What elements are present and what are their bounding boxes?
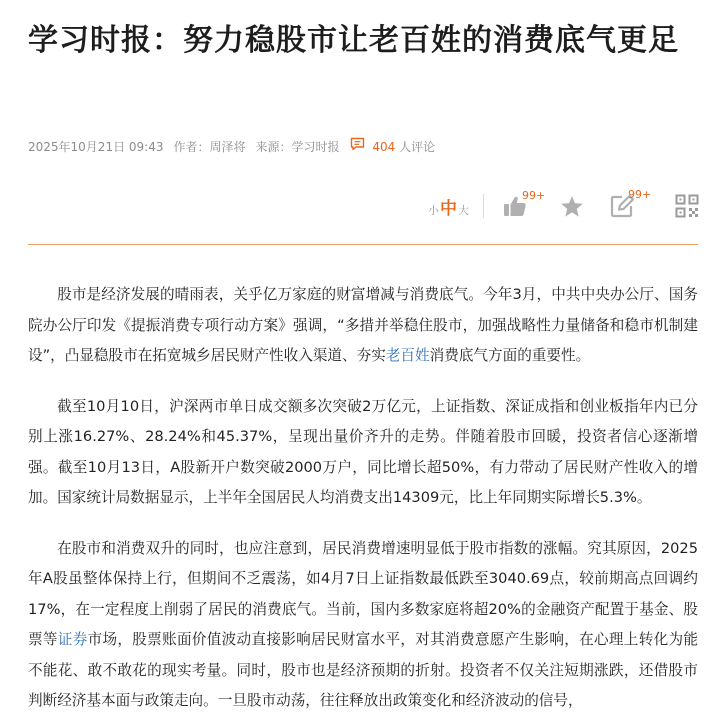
paragraph-text: 消费底气方面的重要性。: [429, 347, 591, 364]
publish-date: 2025年10月21日 09:43: [28, 140, 164, 154]
article-title: 学习时报：努力稳股市让老百姓的消费底气更足: [28, 23, 679, 58]
author-label: 作者：: [173, 140, 210, 154]
paragraph: [28, 280, 698, 372]
comment-suffix: 人评论: [399, 140, 436, 154]
comment-count: 404: [372, 140, 396, 154]
paragraph-text: 股市是经济发展的晴雨表，关乎亿万家庭的财富增减与消费底气。今年3月，中共中央办公厅、国务院办公厅印发《提振消费专项行动方案》强调，“多措并举稳住股市，加强战略性力量储备和稳市机制建设”，凸显稳股市在拓宽城乡居民财产性收入渠道、夯实: [28, 286, 698, 364]
toolbar-divider: [483, 194, 484, 218]
qrcode-icon: [675, 194, 699, 218]
like-count-badge: 99+: [522, 189, 546, 202]
source-name: 学习时报: [291, 140, 340, 154]
favorite-button[interactable]: [558, 195, 586, 218]
star-icon: [560, 195, 584, 218]
paragraph: 截至10月10日，沪深两市单日成交额多次突破2万亿元，上证指数、深证成指和创业板指年内已分别上涨16.27%、28.24%和45.37%，呈现出量价齐升的走势。伴随着股市回暖，投资者信心逐渐增强。截至10月13日，A股新开户数突破2000万户，同比增长超50%，有力带动了居民财产性收入的增加。国家统计局数据显示，上半年全国居民人均消费支出14309元，比上年同期实际增长5.3%。: [28, 397, 698, 506]
paragraph: [28, 534, 698, 717]
font-size-large[interactable]: 大: [458, 203, 469, 217]
font-size-switcher: [428, 194, 469, 219]
keyword-link-zhengquan[interactable]: 证券: [57, 631, 88, 648]
source-label: 来源：: [255, 140, 292, 154]
author-name: 周泽将: [209, 140, 246, 154]
comment-link[interactable]: [350, 137, 436, 157]
write-comment-button[interactable]: [608, 188, 652, 218]
qrcode-button[interactable]: [674, 194, 700, 218]
paragraph-text: 在股市和消费双升的同时，也应注意到，居民消费增速明显低于股市指数的涨幅。究其原因，2025年A股虽整体保持上行，但期间不乏震荡，如4月7日上证指数最低跌至3040.69点，较前期高点回调约17%，在一定程度上削弱了居民的消费底气。当前，国内多数家庭将超20%的金融资产配置于基金、股票等: [28, 539, 698, 648]
comment-icon: [350, 137, 365, 151]
keyword-link-laobaixing[interactable]: 老百姓: [385, 347, 430, 364]
article-toolbar: [428, 186, 700, 226]
header-divider: [28, 244, 698, 245]
font-size-small[interactable]: 小: [428, 203, 439, 217]
like-button[interactable]: [502, 189, 546, 217]
comment-count-badge: 99+: [628, 188, 652, 201]
paragraph-text: 市场，股票账面价值波动直接影响居民财富水平，对其消费意愿产生影响，在心理上转化为能不能花、敢不敢花的现实考量。同时，股市也是经济预期的折射。投资者不仅关注短期涨跌，还借股市判断经济基本面与政策走向。一旦股市动荡，往往释放出政策变化和经济波动的信号，: [28, 631, 698, 709]
article-meta: [28, 137, 435, 157]
article-body: [28, 280, 698, 722]
font-size-medium[interactable]: 中: [440, 198, 457, 219]
